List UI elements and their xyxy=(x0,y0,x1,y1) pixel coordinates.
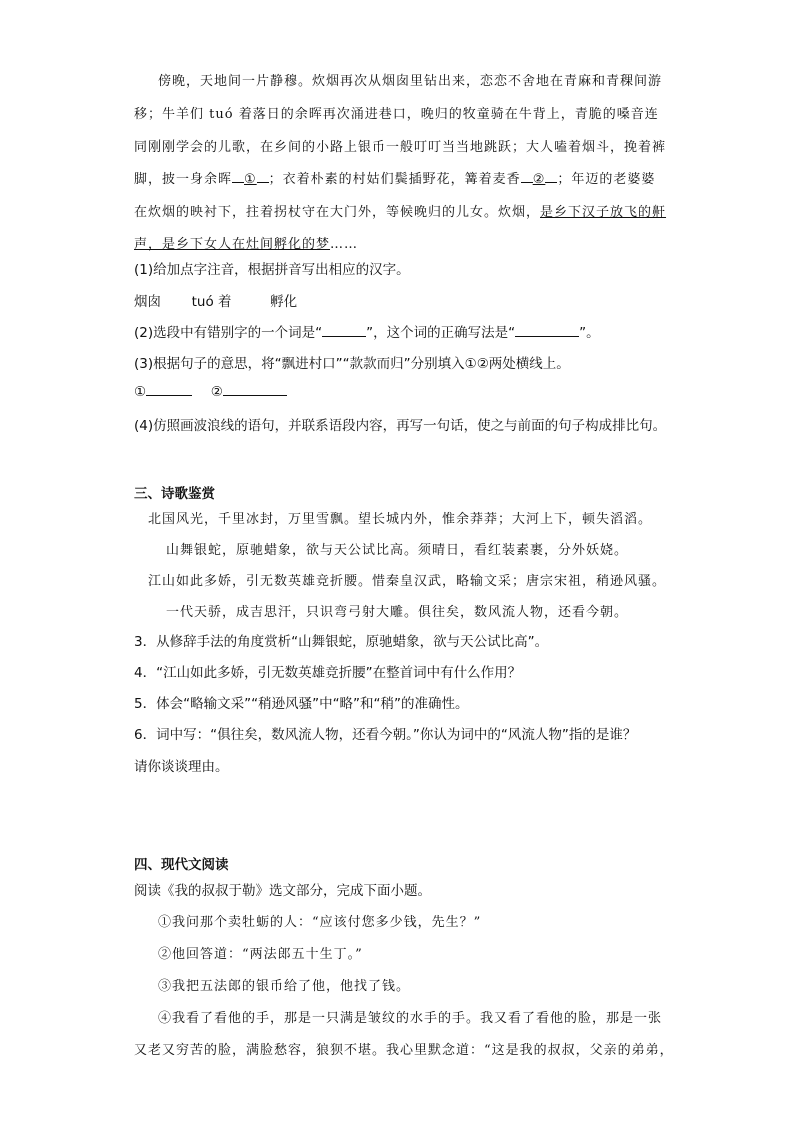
blank-marker-2: ② xyxy=(532,172,546,187)
reading-para-3: ③我把五法郎的银币给了他，他找了钱。 xyxy=(158,979,411,994)
passage-text: …… xyxy=(330,237,359,252)
reading-para-2: ②他回答道：“两法郎五十生丁。” xyxy=(158,947,363,962)
question-4: (4)仿照画波浪线的语句，并联系语段内容，再写一句话，使之与前面的句子构成排比句。 xyxy=(134,418,667,434)
question-1: (1)给加点字注音，根据拼音写出相应的汉字。 xyxy=(134,262,410,278)
passage-line-2: 移；牛羊们 tuó 着落日的余晖再次涌进巷口，晚归的牧童骑在牛背上，青脆的嗓音连 xyxy=(134,107,659,122)
reading-para-4-cont: 又老又穷苦的脸，满脸愁容，狼狈不堪。我心里默念道：“这是我的叔叔，父亲的弟弟， xyxy=(134,1043,674,1058)
wavy-underlined-text: 是乡下汉子放飞的鼾 xyxy=(540,205,667,220)
word-yancong: 烟囱 xyxy=(134,294,161,310)
passage-text: ；衣着朴素的村姑们鬓插野花，篝着麦香 xyxy=(268,172,521,187)
question-4-poetry: 4．“江山如此多娇，引无数英雄竞折腰”在整首词中有什么作用？ xyxy=(134,665,522,681)
poem-line-4: 一代天骄，成吉思汗，只识弯弓射大雕。俱往矣，数风流人物，还看今朝。 xyxy=(166,605,629,620)
question-2 xyxy=(134,321,600,341)
reading-intro: 阅读《我的叔叔于勒》选文部分，完成下面小题。 xyxy=(134,883,431,899)
question-3-poetry: 3．从修辞手法的角度赏析“山舞银蛇，原驰蜡象，欲与天公试比高”。 xyxy=(134,634,549,650)
passage-text: ；年迈的老婆婆 xyxy=(557,172,656,187)
question-6-poetry: 6．词中写：“俱往矣，数风流人物，还看今朝。”你认为词中的“风流人物”指的是谁？ xyxy=(134,727,637,743)
answer-blank xyxy=(257,170,269,183)
passage-line-5 xyxy=(134,201,666,220)
question-3-blanks xyxy=(134,383,287,400)
blank-marker-1: ① xyxy=(244,172,257,187)
answer-blank xyxy=(232,170,244,183)
passage-line-6 xyxy=(134,233,358,252)
reading-para-4: ④我看了看他的手，那是一只满是皱纹的水手的手。我又看了看他的脸，那是一张 xyxy=(158,1011,663,1026)
question-text: (2)选段中有错别字的一个词是“ xyxy=(134,325,323,341)
question-6-poetry-cont: 请你谈谈理由。 xyxy=(134,759,229,775)
passage-text: 脚，披一身余晖 xyxy=(134,172,233,187)
section-title-reading: 四、现代文阅读 xyxy=(134,857,229,873)
poem-line-1: 北国风光，千里冰封，万里雪飘。望长城内外，惟余莽莽；大河上下，顿失滔滔。 xyxy=(148,512,653,527)
answer-blank xyxy=(223,383,287,396)
answer-blank xyxy=(545,170,557,183)
word-fuhua: 孵化 xyxy=(270,294,298,310)
reading-para-1: ①我问那个卖牡蛎的人：“应该付您多少钱，先生？” xyxy=(158,915,482,930)
question-1-words xyxy=(134,290,297,310)
passage-line-4 xyxy=(134,168,655,187)
answer-blank xyxy=(515,324,579,337)
section-title-poetry: 三、诗歌鉴赏 xyxy=(134,486,215,502)
wavy-underlined-text: 声，是乡下女人在灶间孵化的梦 xyxy=(134,237,331,252)
blank-label-1: ① xyxy=(134,384,147,400)
passage-text: 在炊烟的映衬下，拄着拐杖守在大门外，等候晚归的儿女。炊烟， xyxy=(134,205,541,220)
question-3: (3)根据句子的意思，将“飘进村口”“款款而归”分别填入①②两处横线上。 xyxy=(134,356,570,372)
poem-line-3: 江山如此多娇，引无数英雄竞折腰。惜秦皇汉武，略输文采；唐宗宋祖，稍逊风骚。 xyxy=(148,574,667,589)
answer-blank xyxy=(322,324,366,337)
passage-line-3: 同刚刚学会的儿歌，在乡间的小路上银币一般叮叮当当地跳跃；大人嗑着烟斗，挽着裤 xyxy=(134,140,667,155)
question-5-poetry: 5．体会“略输文采”“稍逊风骚”中“略”和“稍”的准确性。 xyxy=(134,696,469,712)
answer-blank xyxy=(146,383,192,396)
poem-line-2: 山舞银蛇，原驰蜡象，欲与天公试比高。须晴日，看红装素裹，分外妖娆。 xyxy=(166,543,629,558)
blank-label-2: ② xyxy=(210,384,223,400)
question-text: ”，这个词的正确写法是“ xyxy=(366,325,516,341)
answer-blank xyxy=(521,170,533,183)
question-text: ”。 xyxy=(579,325,600,341)
passage-line-1: 傍晚，天地间一片静穆。炊烟再次从烟囱里钻出来，恋恋不舍地在青麻和青稞间游 xyxy=(158,74,663,89)
word-tuozhe: tuó 着 xyxy=(191,294,232,310)
